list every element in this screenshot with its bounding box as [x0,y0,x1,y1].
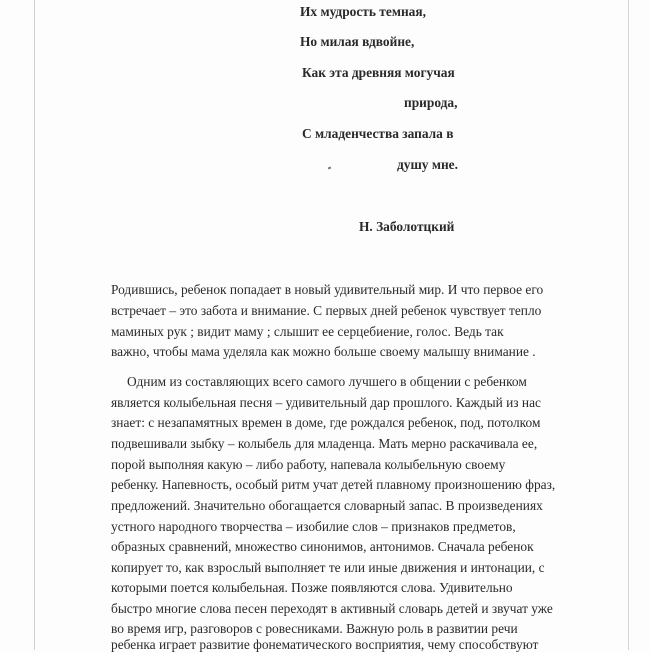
text-line: Родившись, ребенок попадает в новый удивительный мир. И что первое его [111,282,544,297]
poem-line: душу мне. [397,157,458,172]
text-line: знает: с незапамятных времен в доме, где рождался ребенок, под, потолком [111,415,541,430]
poem-line: Как эта древняя могучая [302,65,455,80]
poem-line: С младенчества запала в [302,126,454,141]
text-line: подвешивали зыбку – колыбель для младенца. Мать мерно раскачивала ее, [111,436,538,451]
text-line: является колыбельная песня – удивительный дар прошлого. Каждый из нас [111,395,541,410]
text-line: образных сравнений, множество синонимов, антонимов. Сначала ребенок [111,539,534,554]
text-line: которыми поется колыбельная. Позже появляются слова. Удивительно [111,580,513,595]
text-line: важно, чтобы мама уделяла как можно больше своему малышу внимание . [111,344,536,359]
text-line: быстро многие слова песен переходят в активный словарь детей и звучат уже [111,601,553,616]
text-line: маминых рук ; видит маму ; слышит ее серцебиение, голос. Ведь так [111,324,504,339]
epigraph-author: Н. Заболотцкий [359,219,455,234]
text-line: встречает – это забота и внимание. С первых дней ребенок чувствует тепло [111,303,542,318]
poem-line: Их мудрость темная, [300,4,426,19]
poem-line: природа, [404,95,458,110]
text-line: порой выполняя какую – либо работу, напевала колыбельную своему [111,457,506,472]
text-line: ребенка играет развитие фонематического восприятия, чему способствуют [111,637,539,652]
poem-line: Но милая вдвойне, [300,34,415,49]
text-line: предложений. Значительно обогащается словарный запас. В произведениях [111,498,543,513]
text-line: устного народного творчества – изобилие слов – признаков предметов, [111,519,516,534]
text-line: ребенку. Напевность, особый ритм учат детей плавному произношению фраз, [111,477,556,492]
text-line: копирует то, как взрослый выполняет те или иные движения и интонации, с [111,560,545,575]
text-line: во время игр, разговоров с ровесниками. Важную роль в развитии речи [111,621,518,636]
text-line: Одним из составляющих всего самого лучшего в общении с ребенком [127,374,527,389]
